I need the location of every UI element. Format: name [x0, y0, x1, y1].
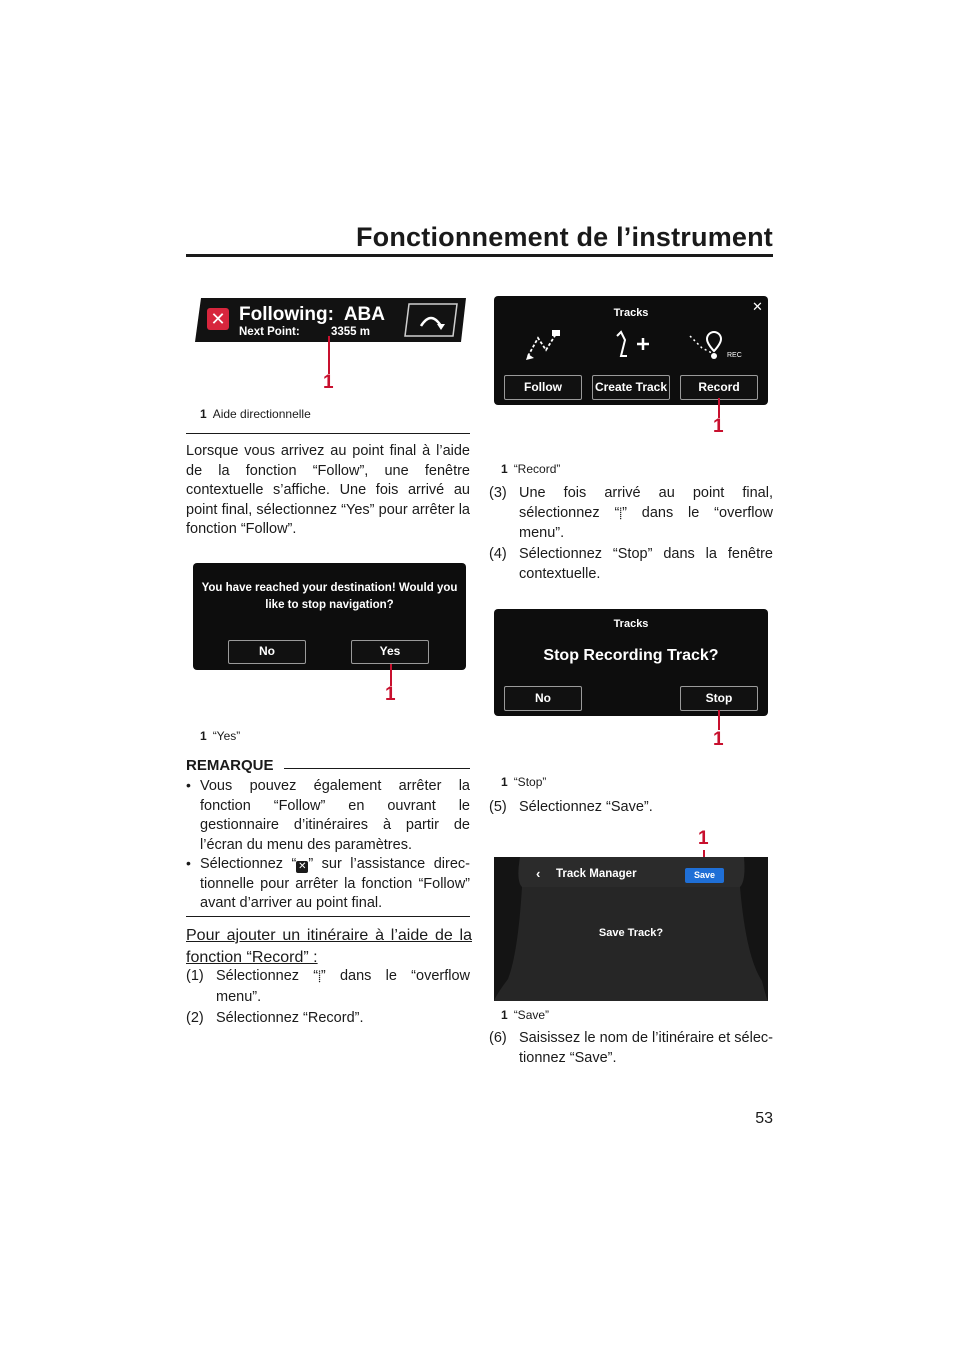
caption-text: Aide directionnelle: [212, 407, 311, 421]
callout-number: 1: [713, 416, 724, 437]
callout-number: 1: [713, 729, 724, 750]
step-text-a: Sélectionnez “: [216, 968, 319, 984]
section-heading: Pour ajouter un itinéraire à l’aide de la fonction “Record” :: [186, 927, 472, 966]
callout-line: [390, 664, 392, 686]
figure-caption: [501, 1008, 549, 1022]
figure-save-track: [494, 857, 768, 1001]
callout-number: 1: [385, 684, 396, 705]
callout-line: [328, 336, 330, 374]
stop-recording-question: Stop Recording Track?: [543, 647, 719, 664]
figure-caption: [200, 407, 311, 421]
step-number: (5): [489, 799, 507, 815]
direction-arrow-icon: [403, 302, 459, 338]
figure-stop-recording: [494, 609, 768, 716]
caption-rule: [186, 433, 470, 434]
caption-number: 1: [501, 775, 508, 789]
caption-number: 1: [200, 407, 207, 421]
record-button[interactable]: Record: [680, 375, 758, 400]
callout-number: 1: [698, 828, 709, 849]
figure-destination-popup: [193, 563, 466, 670]
close-icon[interactable]: ✕: [752, 299, 763, 314]
caption-number: 1: [501, 1008, 508, 1022]
step-text: Sélectionnez “Record”.: [216, 1010, 364, 1026]
stop-button[interactable]: Stop: [680, 686, 758, 711]
track-manager-title: Track Manager: [556, 868, 637, 880]
yes-button[interactable]: Yes: [351, 640, 429, 664]
page-number: 53: [755, 1110, 773, 1127]
step-4: [489, 545, 773, 585]
no-button[interactable]: No: [504, 686, 582, 711]
next-point-value: 3355 m: [331, 326, 371, 338]
remarque-rule: [284, 768, 470, 769]
remarque-bullet-2: [200, 855, 470, 914]
figure-following-bar: [195, 296, 466, 344]
step-number: (6): [489, 1030, 507, 1046]
figure-caption: [501, 775, 546, 789]
create-track-button[interactable]: Create Track: [592, 375, 670, 400]
save-track-question: Save Track?: [598, 927, 664, 939]
callout-line: [718, 398, 720, 418]
caption-number: 1: [501, 462, 508, 476]
figure-caption: [200, 729, 240, 743]
step-2: [186, 1009, 470, 1029]
step-text: Sélectionnez “Save”.: [519, 799, 653, 815]
header-rule: [186, 254, 773, 257]
close-icon[interactable]: ✕: [207, 308, 229, 330]
step-1: [186, 967, 470, 1007]
step-number: (1): [186, 968, 204, 984]
callout-line: [718, 710, 720, 730]
no-button[interactable]: No: [228, 640, 306, 664]
caption-text: “Record”: [513, 462, 561, 476]
back-chevron-icon[interactable]: ‹: [536, 866, 541, 881]
step-text: [519, 484, 773, 544]
follow-track-icon: [524, 328, 564, 362]
remarque-title: REMARQUE: [186, 757, 274, 774]
caption-number: 1: [200, 729, 207, 743]
save-button[interactable]: Save: [685, 868, 724, 883]
step-text-b: ” dans le “overflow menu”.: [216, 968, 470, 1005]
popup-message: You have reached your destination! Would you like to stop navigation?: [201, 582, 458, 611]
step-text-b: ” dans le “overflow menu”.: [519, 504, 773, 541]
route-icon: ⸽: [619, 507, 623, 520]
callout-number: 1: [323, 372, 334, 393]
step-3: [489, 484, 773, 544]
bullet-dot: •: [186, 777, 191, 793]
bullet-dot: •: [186, 855, 191, 871]
figure-tracks-menu: [494, 296, 768, 405]
page-title: Fonctionnement de l’instrument: [355, 222, 773, 252]
step-5: [489, 798, 773, 818]
tracks-title: Tracks: [613, 307, 649, 319]
close-icon: ✕: [298, 861, 307, 872]
caption-text: “Save”: [513, 1008, 550, 1022]
tracks-title: Tracks: [613, 618, 649, 630]
next-point-label: Next Point:: [239, 326, 300, 338]
remarque-bullet-1: Vous pouvez également arrêter la fonction “Follow” en ouvrant le gestionnaire d’itinéraires à partir de l’écran du menu des paramètres.: [200, 778, 470, 853]
record-track-icon: [688, 328, 732, 362]
rec-label: REC: [727, 352, 742, 359]
figure-caption: [501, 462, 560, 476]
step-text: [216, 967, 470, 1007]
step-number: (3): [489, 485, 507, 501]
follow-button[interactable]: Follow: [504, 375, 582, 400]
step-number: (4): [489, 546, 507, 562]
step-text-a: Une fois arrivé au point final, sélectionnez “: [519, 485, 773, 521]
step-number: (2): [186, 1010, 204, 1026]
step-6: [489, 1029, 773, 1069]
following-title: Following: ABA: [239, 304, 385, 325]
bullet-2-text-b: ” sur l’assistance directionnelle pour arrêter la fonction “Follow” avant d’arriver au point final.: [200, 856, 470, 911]
caption-text: “Yes”: [212, 729, 241, 743]
create-track-icon: [611, 328, 651, 362]
remarque-end-rule: [186, 916, 470, 917]
route-icon: ⸽: [318, 971, 321, 983]
bullet-2-text-a: Sélectionnez “: [200, 856, 297, 872]
step-text: Saisissez le nom de l’itinéraire et sélectionnez “Save”.: [519, 1030, 773, 1066]
caption-text: “Stop”: [513, 775, 547, 789]
step-text: Sélectionnez “Stop” dans la fenêtre contextuelle.: [519, 546, 773, 582]
paragraph-follow: Lorsque vous arrivez au point final à l’aide de la fonction “Follow”, une fenêtre contextuelle s’affiche. Une fois arrivé au point final, sélectionnez “Yes” pour arrêter la fonction “Follow”.: [186, 443, 470, 537]
